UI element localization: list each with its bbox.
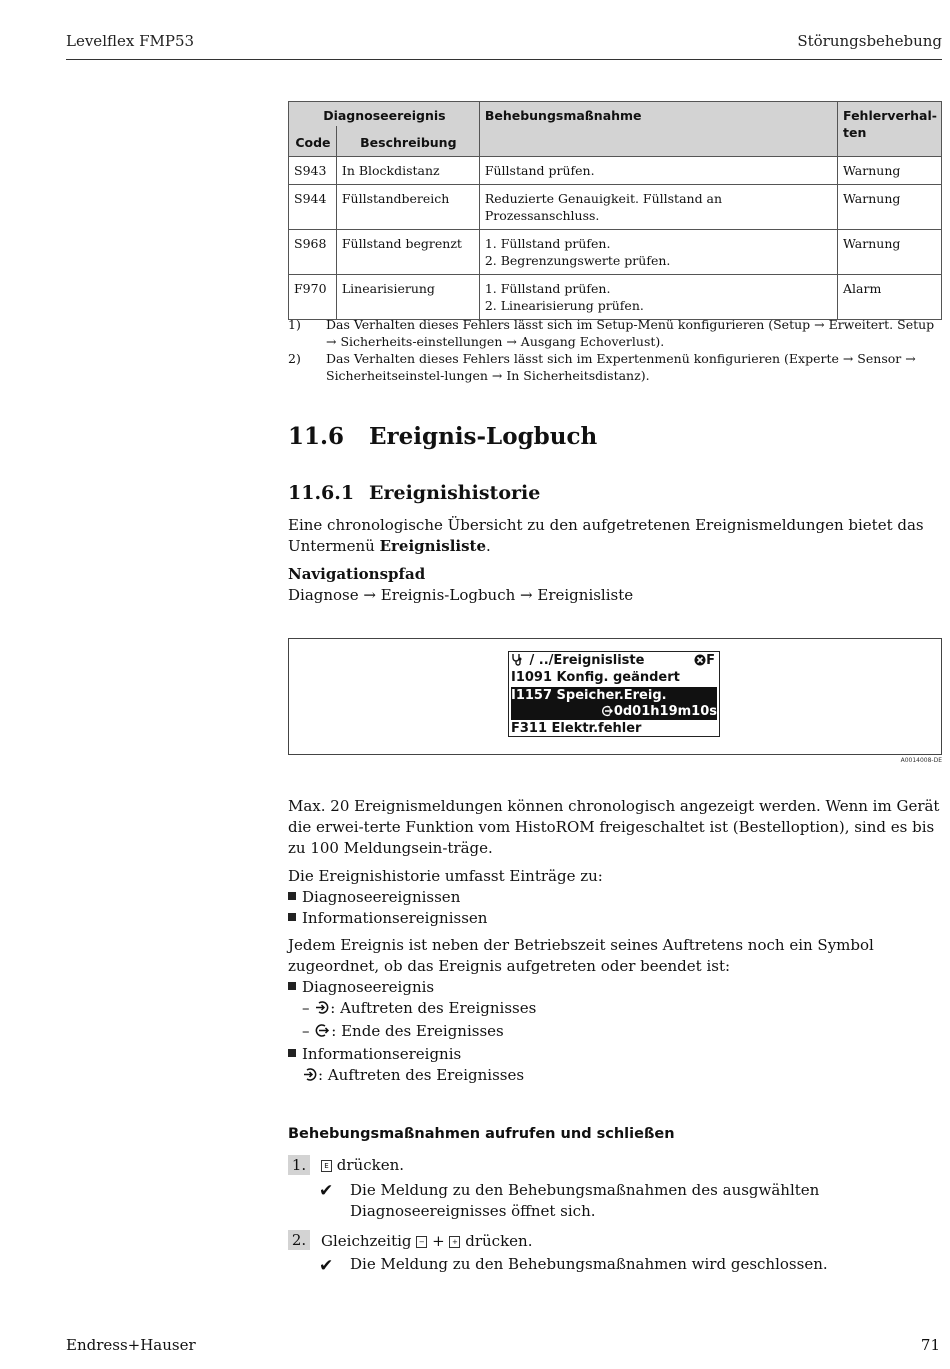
table-row — [289, 157, 942, 185]
footnote-number: 2) — [288, 351, 301, 366]
th-action: Behebungsmaßnahme — [479, 102, 837, 157]
header-rule — [66, 59, 942, 60]
th-code: Code — [289, 126, 337, 157]
subitem-text: : Ende des Ereignisses — [331, 1022, 504, 1040]
nav-block — [288, 564, 942, 606]
step-2 — [321, 1231, 532, 1252]
footnotes — [288, 316, 942, 384]
bullet-icon — [288, 913, 296, 921]
page-number: 71 — [920, 1336, 940, 1354]
section-title: Ereignis-Logbuch — [369, 423, 598, 450]
cell-code: S968 — [289, 230, 337, 275]
cell-action — [479, 230, 837, 275]
enter-key-icon: E — [321, 1160, 332, 1172]
action-line: 2. Begrenzungswerte prüfen. — [484, 253, 671, 268]
footnote — [288, 350, 942, 384]
nav-title: Navigationspfad — [288, 565, 426, 583]
display-line-selected: I1157 Speicher.Ereig. — [511, 688, 667, 703]
intro-end: . — [486, 537, 491, 555]
header-chapter: Störungsbehebung — [797, 32, 942, 50]
list-subitem: – : Ende des Ereignisses — [288, 1021, 942, 1044]
bullet-icon — [288, 1049, 296, 1057]
cell-desc: Linearisierung — [336, 275, 479, 320]
th-behavior: Fehlerverhal-ten — [838, 102, 942, 157]
cell-action — [479, 275, 837, 320]
cell-desc: In Blockdistanz — [336, 157, 479, 185]
figure-code: A0014008-DE — [900, 757, 942, 764]
plus-sign: + — [432, 1232, 445, 1250]
intro-bold: Ereignisliste — [379, 537, 487, 555]
step-1 — [321, 1155, 404, 1176]
list-item-text: Diagnoseereignissen — [302, 888, 461, 906]
list-item-text: Informationsereignis — [302, 1045, 462, 1063]
paragraph-entries: Die Ereignishistorie umfasst Einträge zu: — [288, 867, 603, 885]
cell-behavior: Warnung — [838, 230, 942, 275]
history-entries-block — [288, 866, 942, 929]
step-text: drücken. — [336, 1156, 405, 1174]
table-row — [289, 275, 942, 320]
list-item — [288, 908, 942, 929]
step-number: 2. — [288, 1230, 310, 1250]
footnote — [288, 316, 942, 350]
step-result: Die Meldung zu den Behebungsmaßnahmen wird geschlossen. — [350, 1255, 828, 1273]
diagnostic-table — [288, 101, 942, 320]
cell-action: Reduzierte Genauigkeit. Füllstand an Prozessanschluss. — [479, 185, 837, 230]
cell-action: Füllstand prüfen. — [479, 157, 837, 185]
display-line: I1091 Konfig. geändert — [511, 670, 680, 685]
minus-key-icon: − — [416, 1236, 427, 1248]
header-product: Levelflex FMP53 — [66, 32, 195, 50]
cell-behavior: Warnung — [838, 157, 942, 185]
footer-brand: Endress+Hauser — [66, 1336, 196, 1354]
procedure-title: Behebungsmaßnahmen aufrufen und schließen — [288, 1126, 675, 1142]
display-time-row — [511, 703, 717, 720]
checkmark-icon: ✔ — [319, 1256, 334, 1276]
display-line: F311 Elektr.fehler — [511, 721, 642, 736]
list-item — [288, 1044, 942, 1065]
cell-behavior: Alarm — [838, 275, 942, 320]
display-title-row — [511, 652, 717, 669]
list-subitem: – : Auftreten des Ereignisses — [288, 998, 942, 1021]
status-letter: F — [706, 653, 715, 668]
cell-code: S943 — [289, 157, 337, 185]
table-row — [289, 230, 942, 275]
display-time: 0d01h19m10s — [613, 704, 717, 719]
step-text: Gleichzeitig — [321, 1232, 412, 1250]
list-item-text: Diagnoseereignis — [302, 978, 435, 996]
cell-code: S944 — [289, 185, 337, 230]
cell-desc: Füllstandbereich — [336, 185, 479, 230]
display-title: / ../Ereignisliste — [529, 653, 645, 668]
entries-list — [288, 887, 942, 929]
device-display — [508, 651, 720, 737]
footnote-text: Das Verhalten dieses Fehlers lässt sich im Expertenmenü konfigurieren (Experte → Sensor → Sicherheitseinstel-lungen → In Sicherheitsdistanz). — [326, 351, 916, 383]
paragraph-symbols: Jedem Ereignis ist neben der Betriebszeit seines Auftretens noch ein Symbol zugeordnet, ob das Ereignis aufgetreten oder beendet ist: — [288, 936, 874, 975]
cell-behavior: Warnung — [838, 185, 942, 230]
subitem-text: : Auftreten des Ereignisses — [330, 999, 537, 1017]
event-end-icon — [314, 1023, 331, 1044]
section-number: 11.6 — [288, 423, 345, 450]
action-line: 1. Füllstand prüfen. — [484, 281, 611, 296]
th-diagnoseereignis: Diagnoseereignis — [289, 102, 480, 127]
step-result: Die Meldung zu den Behebungsmaßnahmen des ausgwählten Diagnoseereignisses öffnet sich. — [350, 1181, 820, 1220]
footnote-number: 1) — [288, 317, 301, 332]
plus-key-icon: + — [449, 1236, 460, 1248]
action-line: 1. Füllstand prüfen. — [484, 236, 611, 251]
list-subitem — [288, 1065, 942, 1088]
subsection-title: Ereignishistorie — [369, 482, 541, 504]
subsection-number: 11.6.1 — [288, 482, 355, 504]
intro-paragraph — [288, 515, 942, 557]
nav-path: Diagnose → Ereignis-Logbuch → Ereignisliste — [288, 586, 634, 604]
action-line: 2. Linearisierung prüfen. — [484, 298, 644, 313]
th-desc: Beschreibung — [336, 126, 479, 157]
footnote-text: Das Verhalten dieses Fehlers lässt sich im Setup-Menü konfigurieren (Setup → Erweitert. Setup → Sicherheits-einstellungen → Ausgang Echoverlust). — [326, 317, 935, 349]
cell-code: F970 — [289, 275, 337, 320]
subsection-heading — [288, 482, 540, 504]
step-number: 1. — [288, 1155, 310, 1175]
bullet-icon — [288, 982, 296, 990]
symbol-block — [288, 935, 942, 1088]
list-item — [288, 977, 942, 998]
event-start-icon — [302, 1067, 318, 1088]
subitem-text: : Auftreten des Ereignisses — [318, 1066, 525, 1084]
list-item-text: Informationsereignissen — [302, 909, 488, 927]
cell-desc: Füllstand begrenzt — [336, 230, 479, 275]
checkmark-icon: ✔ — [319, 1181, 334, 1201]
bullet-icon — [288, 892, 296, 900]
step-text: drücken. — [465, 1232, 533, 1250]
event-start-icon — [314, 1000, 330, 1021]
paragraph-max-events: Max. 20 Ereignismeldungen können chronologisch angezeigt werden. Wenn im Gerät die erwei-terte Funktion vom HistoROM freigeschaltet ist (Bestelloption), sind es bis zu 100 Meldungsein-träge. — [288, 797, 940, 857]
intro-text: Eine chronologische Übersicht zu den aufgetretenen Ereignismeldungen bietet das Untermenü — [288, 516, 924, 555]
section-heading — [288, 423, 597, 450]
table-row — [289, 185, 942, 230]
list-item — [288, 887, 942, 908]
